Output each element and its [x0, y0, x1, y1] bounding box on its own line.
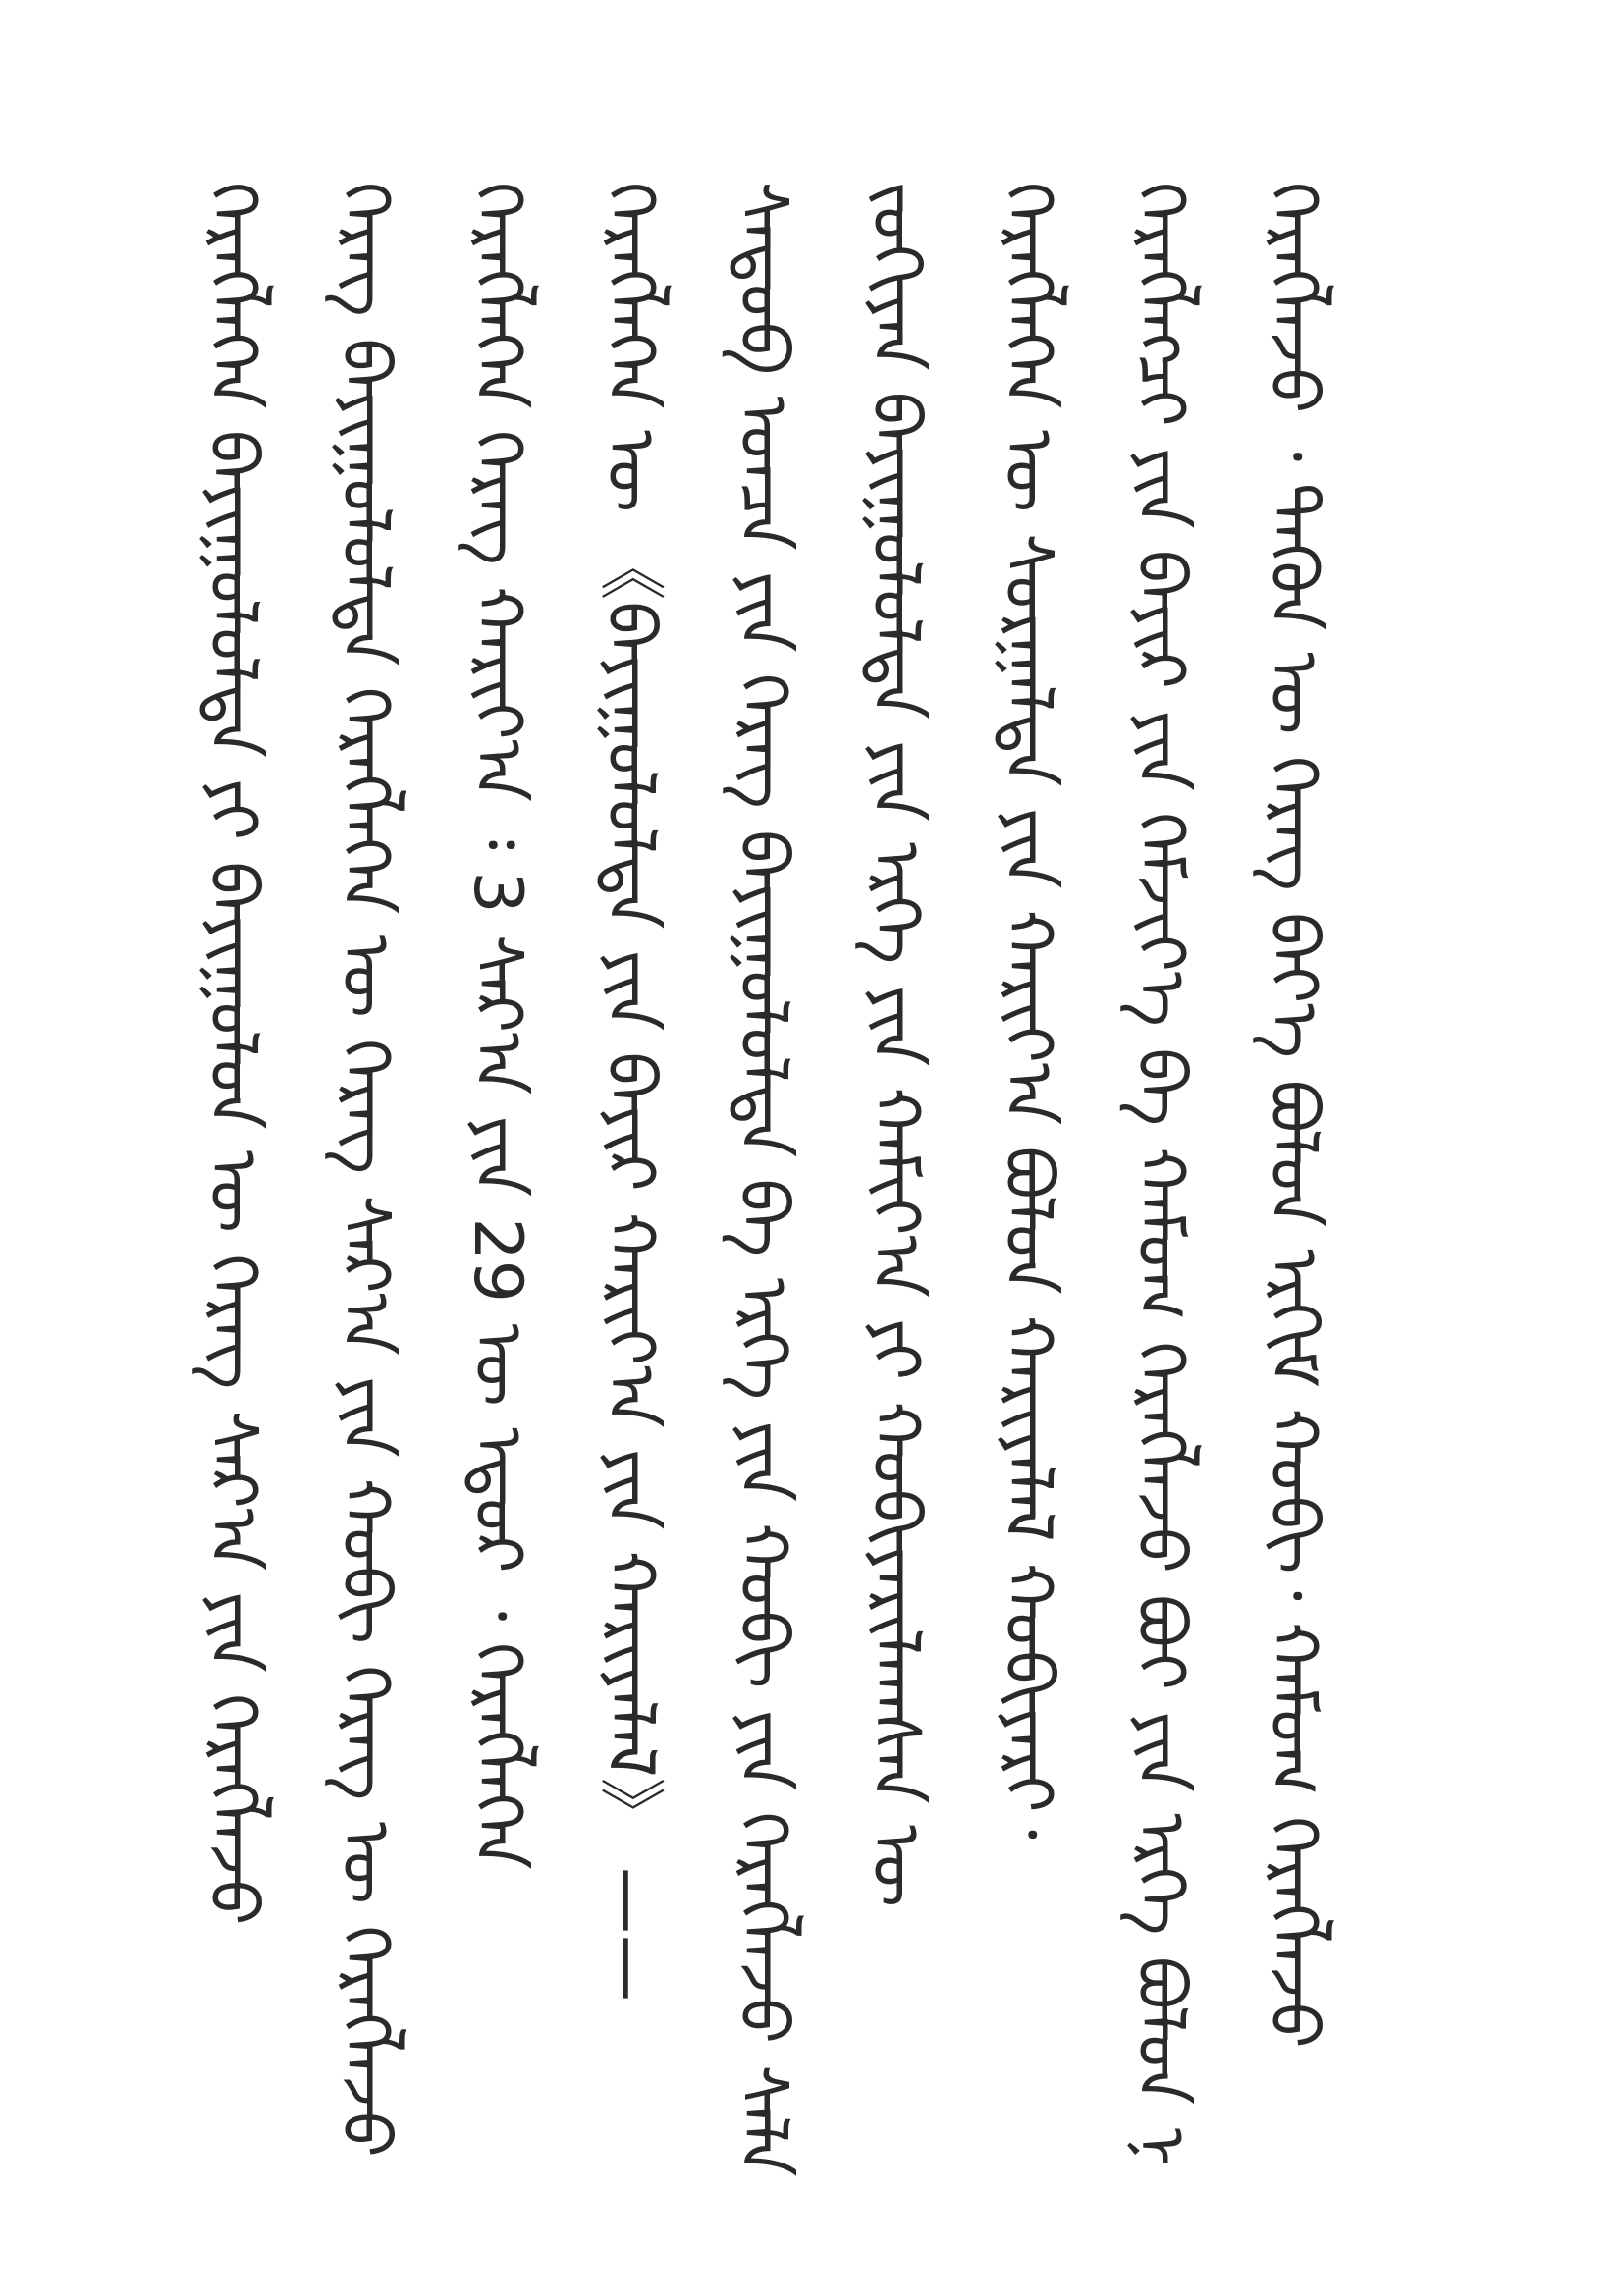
- text-column-7: ᠬᠡᠷᠡᠭᠯᠡᠭᠡᠨ ᠬᠡᠷᠡᠭ ᠬᠠᠷᠢᠶ᠎ᠠ ᠄ 3 ᠰᠠᠷ᠎ᠠ ᠶᠢᠨ 29 ᠦ ᠡᠳᠦᠷ ᠂ ᠬᠡᠷᠡᠭᠯᠡᠭᠡᠨ: [459, 182, 536, 1870]
- text-column-5: ᠰᠡᠳᠦᠪ ᠣᠨᠴᠠ ᠶᠢᠨ ᠬᠡᠷᠡᠭ ᠪᠠᠶᠢᠭᠤᠯᠤᠯᠲᠠ ᠪᠠ ᠡᠷᠬᠡ ᠶᠢᠨ ᠬᠤᠪᠢ ᠶᠢᠨ ᠬᠡᠷᠡᠭᠯᠡᠵᠦ ᠰᠠᠯᠠ: [724, 182, 801, 2177]
- text-column-9: ᠬᠡᠷᠡᠭᠯᠡᠭᠡᠨ ᠪᠠᠶᠢᠭᠤᠯᠤᠯᠲᠠ ᠶᠢ ᠪᠠᠶᠢᠭᠤᠯᠤᠨ ᠦ ᠬᠡᠷᠡᠭ ᠰᠠᠷ᠎ᠠ ᠶᠢᠨ ᠬᠡᠷᠡᠭᠯᠡᠵᠦ: [193, 182, 271, 1926]
- text-column-3: ᠬᠡᠷᠡᠭᠯᠡᠭᠡᠨ ᠦ ᠰᠤᠷᠭᠠᠯᠲᠠ ᠶᠢᠨ ᠬᠠᠷᠢᠶ᠎ᠠ ᠪᠣᠯᠤᠨ ᠬᠠᠷᠢᠶᠠᠯᠠᠯ ᠬᠤᠪᠢᠶᠠᠷᠢ᠂: [989, 182, 1066, 1840]
- text-column-6: ᠬᠡᠷᠡᠭᠯᠡᠭᠡᠨ ᠦ 《ᠪᠠᠶᠢᠭᠤᠯᠤᠯᠲᠠ ᠶᠢᠨ ᠪᠠᠶᠢᠷ ᠬᠠᠷᠢᠶ᠎ᠠ ᠶᠢᠨ ᠬᠠᠷᠢᠶᠠᠯᠠᠯ》 ——: [591, 182, 669, 2002]
- vertical-text-body: [166, 182, 1359, 2177]
- text-column-2: ᠬᠡᠷᠡᠭᠯᠡᠭᠴᠢ ᠶᠢᠨ ᠪᠠᠶᠢᠷ ᠶᠢᠨ ᠬᠡᠮᠵᠢᠶ᠎ᠡ ᠪᠡ ᠬᠠᠮᠤᠭ ᠬᠡᠷᠡᠭᠯᠡᠵᠦ ᠪᠤᠢ ᠶᠢᠨ ᠡᠷᠬᠡ ᠪᠣᠯᠤᠨ ᠨ: [1121, 182, 1199, 2166]
- text-column-1: ᠬᠡᠷᠡᠭᠯᠡᠵᠦ ᠂ ᠲᠡᠭᠦᠨ ᠦ ᠬᠡᠷᠡᠭ ᠪᠡᠶ᠎ᠡ ᠪᠣᠯᠤᠨ ᠡᠷᠬᠢᠮ ᠬᠤᠪᠢ᠂ ᠬᠠᠮᠤᠭ ᠬᠡᠷᠡᠭᠯᠡᠵᠦ: [1254, 182, 1331, 2049]
- text-column-4: ᠵᠣᠬᠢᠶᠠᠨ ᠪᠠᠶᠢᠭᠤᠯᠤᠯᠲᠠ ᠶᠢᠨ ᠡᠷᠬᠡ ᠶᠢᠨ ᠬᠠᠮᠢᠶ᠎ᠠ ᠶᠢ ᠬᠤᠪᠢᠶᠠᠷᠢᠯᠠᠭᠰᠠᠨ ᠦ: [856, 182, 934, 1908]
- text-column-8: ᠬᠡᠷᠡᠭ ᠪᠠᠶᠢᠭᠤᠯᠤᠯᠲᠠ ᠬᠡᠷᠡᠭᠯᠡᠭᠡᠨ ᠦ ᠬᠡᠷᠡᠭ ᠰᠠᠷ᠎ᠠ ᠶᠢᠨ ᠬᠤᠪᠢ ᠬᠡᠷᠡᠭ ᠦ ᠬᠡᠷᠡᠭᠯᠡᠵᠦ: [326, 182, 404, 2158]
